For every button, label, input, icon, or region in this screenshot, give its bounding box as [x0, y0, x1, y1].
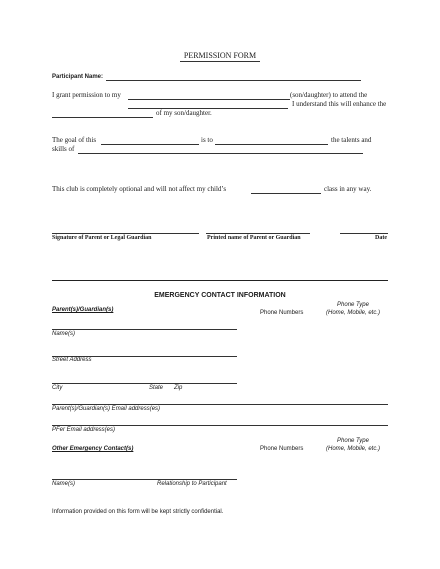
other-contacts-label: Other Emergency Contact(s) — [52, 446, 134, 452]
printed-name-label: Printed name of Parent or Guardian — [207, 235, 301, 241]
guardian-name-label: Name(s) — [52, 331, 76, 337]
state-label: State — [149, 385, 164, 391]
emergency-heading: EMERGENCY CONTACT INFORMATION — [154, 292, 286, 299]
skills-of-text: skills of — [52, 145, 75, 153]
goal-prefix-text: The goal of this — [52, 136, 97, 144]
guardian-row-line-3[interactable] — [52, 383, 237, 384]
signature-line[interactable] — [52, 233, 199, 234]
signature-label: Signature of Parent or Legal Guardian — [52, 235, 152, 241]
class-name-line[interactable] — [251, 193, 321, 194]
club-name-line[interactable] — [101, 144, 199, 145]
participant-name-line[interactable] — [106, 80, 361, 81]
child-name-line[interactable] — [128, 99, 290, 100]
printed-name-line[interactable] — [206, 233, 310, 234]
guardian-row-line-1[interactable] — [52, 329, 237, 330]
other-name-label: Name(s) — [52, 481, 76, 487]
skills-line[interactable] — [78, 153, 363, 154]
son-daughter-attend-text: (son/daughter) to attend the — [290, 91, 368, 99]
title-underline — [180, 61, 260, 62]
guardian-email-label: Parent(s)/Guardian(s) Email address(es) — [52, 406, 161, 412]
is-to-text: is to — [201, 136, 213, 144]
form-title: PERMISSION FORM — [183, 51, 257, 60]
goal-line[interactable] — [215, 144, 328, 145]
zip-label: Zip — [174, 385, 183, 391]
other-contact-line[interactable] — [52, 479, 237, 480]
club-optional-text: This club is completely optional and will not affect my child’s — [52, 185, 227, 193]
phone-type-examples-2: (Home, Mobile, etc.) — [325, 446, 380, 452]
talents-and-text: the talents and — [331, 136, 372, 144]
relationship-label: Relationship to Participant — [157, 481, 227, 487]
parents-guardians-label: Parent(s)/Guardian(s) — [52, 307, 114, 313]
understand-enhance-text: I understand this will enhance the — [292, 100, 387, 108]
phone-type-examples: (Home, Mobile, etc.) — [325, 310, 380, 316]
pfer-email-line[interactable] — [52, 425, 388, 426]
of-my-son-daughter-text: of my son/daughter. — [156, 109, 212, 117]
date-label: Date — [375, 235, 387, 241]
phone-numbers-label-2: Phone Numbers — [260, 446, 304, 452]
guardian-email-line[interactable] — [52, 404, 388, 405]
grant-permission-text: I grant permission to my — [52, 91, 121, 99]
date-line[interactable] — [340, 233, 388, 234]
class-any-way-text: class in any way. — [324, 185, 372, 193]
section-divider — [52, 280, 388, 281]
pfer-email-label: PFer Email address(es) — [52, 427, 116, 433]
phone-type-label: Phone Type — [337, 302, 369, 308]
city-label: City — [52, 385, 63, 391]
phone-numbers-label: Phone Numbers — [260, 310, 304, 316]
phone-type-label-2: Phone Type — [337, 438, 369, 444]
enhance-line[interactable] — [52, 117, 153, 118]
participant-name-label: Participant Name: — [52, 74, 104, 80]
street-address-label: Street Address — [52, 357, 92, 363]
confidential-note: Information provided on this form will be kept strictly confidential. — [52, 509, 224, 515]
